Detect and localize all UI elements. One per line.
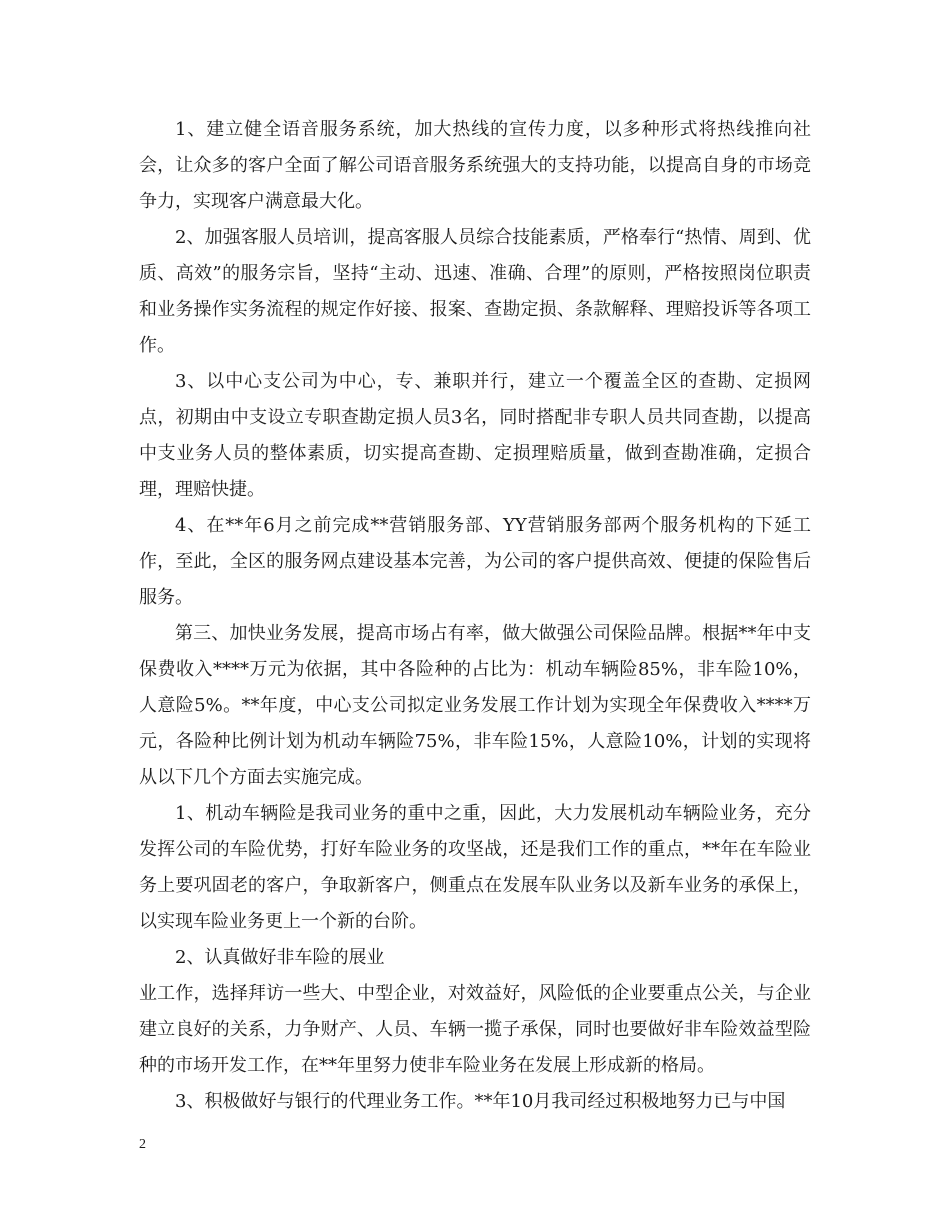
paragraph-2: 2、加强客服人员培训，提高客服人员综合技能素质，严格奉行“热情、周到、优质、高效”的服务宗旨，坚持“主动、迅速、准确、合理”的原则，严格按照岗位职责和业务操作实务流程的规定作好接、报案、查勘定损、条款解释、理赔投诉等各项工作。 <box>139 227 811 356</box>
paragraph-1: 1、建立健全语音服务系统，加大热线的宣传力度，以多种形式将热线推向社会，让众多的客户全面了解公司语音服务系统强大的支持功能，以提高自身的市场竞争力，实现客户满意最大化。 <box>139 119 811 212</box>
paragraph-8: 业工作，选择拜访一些大、中型企业，对效益好，风险低的企业要重点公关，与企业建立良好的关系，力争财产、人员、车辆一揽子承保，同时也要做好非车险效益型险种的市场开发工作，在**年里努力使非车险业务在发展上形成新的格局。 <box>139 983 811 1076</box>
paragraph-4: 4、在**年6月之前完成**营销服务部、YY营销服务部两个服务机构的下延工作，至此，全区的服务网点建设基本完善，为公司的客户提供高效、便捷的保险售后服务。 <box>139 515 811 608</box>
document-body <box>139 112 811 1120</box>
paragraph-7: 2、认真做好非车险的展业 <box>175 947 385 968</box>
paragraph-6: 1、机动车辆险是我司业务的重中之重，因此，大力发展机动车辆险业务，充分发挥公司的车险优势，打好车险业务的攻坚战，还是我们工作的重点，**年在车险业务上要巩固老的客户，争取新客户，侧重点在发展车队业务以及新车业务的承保上，以实现车险业务更上一个新的台阶。 <box>139 803 811 932</box>
paragraph-9: 3、积极做好与银行的代理业务工作。**年10月我司经过积极地努力已与中国 <box>175 1091 786 1112</box>
page-number: 2 <box>139 1137 146 1152</box>
paragraph-3: 3、以中心支公司为中心，专、兼职并行，建立一个覆盖全区的查勘、定损网点，初期由中支设立专职查勘定损人员3名，同时搭配非专职人员共同查勘，以提高中支业务人员的整体素质，切实提高查勘、定损理赔质量，做到查勘准确，定损合理，理赔快捷。 <box>139 371 811 500</box>
paragraph-5: 第三、加快业务发展，提高市场占有率，做大做强公司保险品牌。根据**年中支保费收入****万元为依据，其中各险种的占比为：机动车辆险85%，非车险10%，人意险5%。**年度，中心支公司拟定业务发展工作计划为实现全年保费收入****万元，各险种比例计划为机动车辆险75%，非车险15%，人意险10%，计划的实现将从以下几个方面去实施完成。 <box>139 623 811 788</box>
